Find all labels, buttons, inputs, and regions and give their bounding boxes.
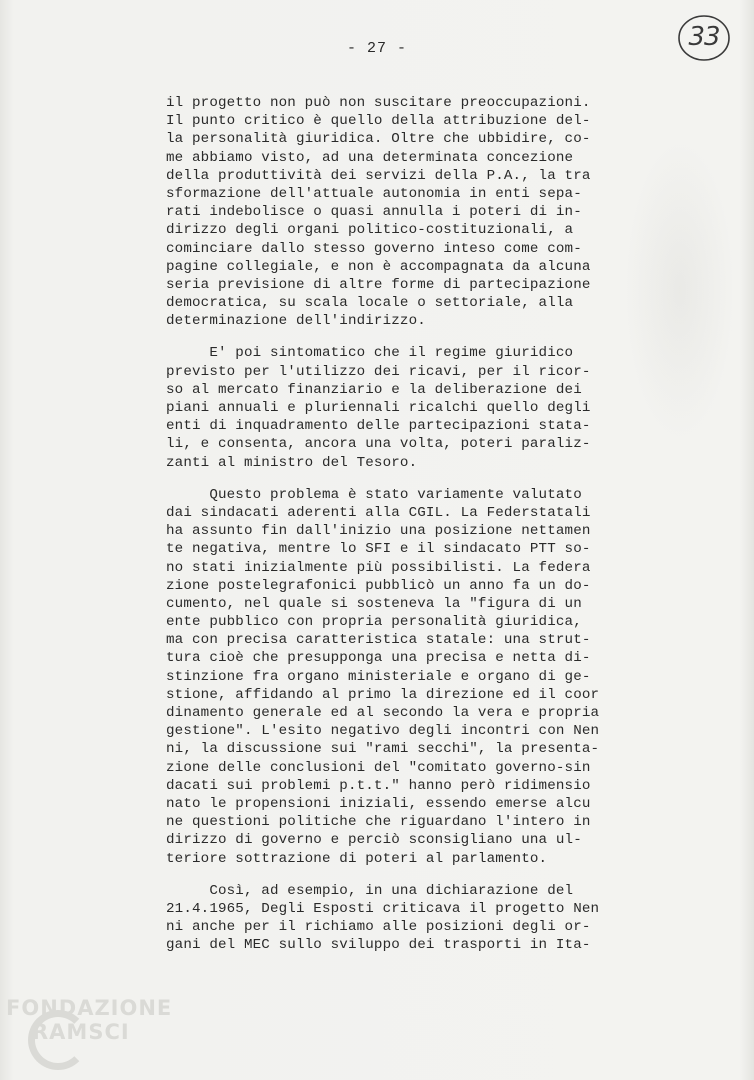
text-line: zanti al ministro del Tesoro. (166, 454, 418, 471)
paragraph (166, 344, 636, 471)
text-line: stinzione fra organo ministeriale e organo di ge- (166, 668, 591, 685)
text-line: gestione". L'esito negativo degli incontri con Nen (166, 723, 600, 740)
stamp-shadow (625, 140, 735, 440)
text-line: sformazione dell'attuale autonomia in enti sepa- (166, 185, 582, 202)
text-line: Così, ad esempio, in una dichiarazione del (166, 882, 574, 899)
watermark-line2: RAMSCI (32, 1020, 130, 1044)
text-line: Questo problema è stato variamente valutato (166, 486, 582, 503)
text-line: ha assunto fin dall'inizio una posizione nettamen (166, 523, 591, 540)
text-line: 21.4.1965, Degli Esposti criticava il progetto Nen (166, 900, 600, 917)
text-line: te negativa, mentre lo SFI e il sindacato PTT so- (166, 541, 591, 558)
paragraph (166, 486, 636, 868)
text-line: rati indebolisce o quasi annulla i poteri di in- (166, 204, 582, 221)
text-line: ente pubblico con propria personalità giuridica, (166, 614, 582, 631)
text-line: democratica, su scala locale o settoriale, alla (166, 295, 574, 312)
paragraph (166, 882, 636, 955)
text-line: piani annuali e pluriennali ricalchi quello degli (166, 400, 591, 416)
text-line: teriore sottrazione di poteri al parlamento. (166, 850, 548, 867)
watermark-line1: FONDAZIONE (6, 996, 173, 1020)
text-line: previsto per l'utilizzo dei ricavi, per il ricor- (166, 363, 591, 380)
text-line: E' poi sintomatico che il regime giuridico (166, 345, 574, 362)
text-line: dirizzo di governo e perciò sconsigliano una ul- (166, 832, 582, 849)
text-line: dai sindacati aderenti alla CGIL. La Federstatali (166, 504, 591, 521)
folio-number-stamp (676, 12, 732, 64)
text-line: Il punto critico è quello della attribuzione del- (166, 113, 591, 130)
text-line: ma con precisa caratteristica statale: una strut- (166, 632, 591, 649)
text-line: no stati inizialmente più possibilisti. La federa (166, 559, 591, 576)
text-line: cumento, nel quale si sosteneva la "figura di un (166, 595, 582, 612)
text-line: determinazione dell'indirizzo. (166, 313, 426, 330)
text-line: tura cioè che presupponga una precisa e netta di- (166, 650, 591, 667)
text-line: enti di inquadramento delle partecipazioni stata- (166, 418, 591, 435)
document-body (166, 94, 636, 968)
text-line: pagine collegiale, e non è accompagnata da alcuna (166, 258, 591, 275)
page-number: - 27 - (346, 40, 407, 57)
text-line: gani del MEC sullo sviluppo dei trasporti in Ita- (166, 937, 591, 954)
text-line: ni, la discussione sui "rami secchi", la presenta- (166, 741, 600, 758)
text-line: il progetto non può non suscitare preoccupazioni. (166, 95, 591, 111)
text-line: so al mercato finanziario e la deliberazione dei (166, 381, 582, 398)
text-line: stione, affidando al primo la direzione ed il coor (166, 686, 600, 703)
text-line: cominciare dallo stesso governo inteso come com- (166, 240, 582, 257)
text-line: dinamento generale ed al secondo la vera e propria (166, 705, 600, 721)
text-line: seria previsione di altre forme di partecipazione (166, 276, 591, 293)
paragraph (166, 94, 636, 330)
archive-watermark (6, 996, 196, 1076)
text-line: la personalità giuridica. Oltre che ubbidire, co- (166, 131, 591, 148)
text-line: dacati sui problemi p.t.t." hanno però ridimensio (166, 777, 591, 794)
text-line: li, e consenta, ancora una volta, poteri paraliz- (166, 436, 591, 453)
text-line: dirizzo degli organi politico-costituzionali, a (166, 222, 574, 239)
text-line: della produttività dei servizi della P.A., la tra (166, 167, 591, 184)
text-line: zione delle conclusioni del "comitato governo-sin (166, 759, 591, 776)
text-line: me abbiamo visto, ad una determinata concezione (166, 149, 574, 166)
folio-number: 33 (688, 22, 720, 52)
text-line: zione postelegrafonici pubblicò un anno fa un do- (166, 577, 591, 594)
text-line: ni anche per il richiamo alle posizioni degli or- (166, 919, 591, 936)
text-line: nato le propensioni iniziali, essendo emerse alcu (166, 795, 591, 812)
text-line: ne questioni politiche che riguardano l'intero in (166, 814, 591, 831)
